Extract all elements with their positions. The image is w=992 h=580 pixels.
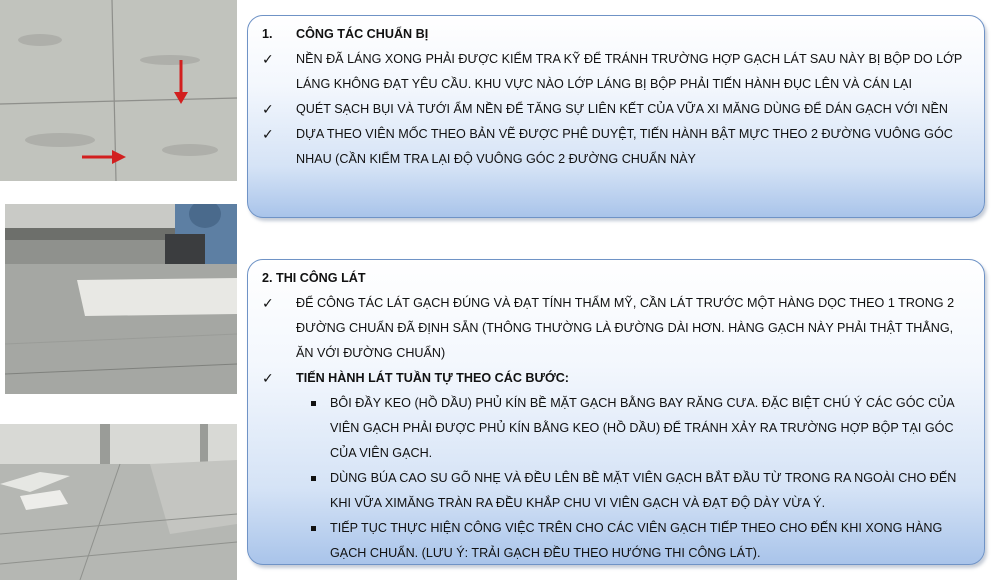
section-1-title-text: CÔNG TÁC CHUẨN BỊ (296, 27, 429, 41)
panel-preparation (247, 15, 985, 218)
check-icon: ✓ (262, 370, 274, 386)
list-item-text: NỀN ĐÃ LÁNG XONG PHẢI ĐƯỢC KIỂM TRA KỸ ĐỂ TRÁNH TRƯỜNG HỢP GẠCH LÁT SAU NÀY BỊ BỘP DO LỚP LÁNG KHÔNG ĐẠT YÊU CẦU. KHU VỰC NÀO LỚP LÁNG BỊ BỘP PHẢI TIẾN HÀNH ĐỤC LÊN VÀ CÁN LẠI (296, 52, 963, 91)
section-1-number: 1. (262, 27, 273, 41)
list-item (262, 366, 970, 391)
photo-worker-laying-tile (5, 204, 237, 394)
list-item (262, 291, 970, 366)
section-1-title (262, 22, 970, 47)
check-icon: ✓ (262, 295, 274, 311)
step-item (262, 516, 970, 566)
square-bullet-icon (296, 516, 330, 566)
check-icon: ✓ (262, 51, 274, 67)
list-item (262, 97, 970, 122)
photo-screed-floor (0, 0, 237, 181)
steps-heading: TIẾN HÀNH LÁT TUẦN TỰ THEO CÁC BƯỚC: (296, 371, 569, 385)
list-item (262, 47, 970, 97)
list-item-text: QUÉT SẠCH BỤI VÀ TƯỚI ẨM NỀN ĐỂ TĂNG SỰ LIÊN KẾT CỦA VỮA XI MĂNG DÙNG ĐỂ DÁN GẠCH VỚI NỀN (296, 102, 948, 116)
list-item-text: ĐỂ CÔNG TÁC LÁT GẠCH ĐÚNG VÀ ĐẠT TÍNH THẨM MỸ, CẦN LÁT TRƯỚC MỘT HÀNG DỌC THEO 1 TRONG 2 ĐƯỜNG CHUẨN ĐÃ ĐỊNH SẴN (THÔNG THƯỜNG LÀ ĐƯỜNG DÀI HƠN. HÀNG GẠCH NÀY PHẢI THẬT THẲNG, ĂN VỚI ĐƯỜNG CHUẨN) (296, 296, 955, 360)
square-bullet-icon (296, 466, 330, 516)
check-icon: ✓ (262, 101, 274, 117)
step-text: TIẾP TỤC THỰC HIỆN CÔNG VIỆC TRÊN CHO CÁC VIÊN GẠCH TIẾP THEO CHO ĐẾN KHI XONG HÀNG GẠCH CHUẨN. (LƯU Ý: TRẢI GẠCH ĐỀU THEO HƯỚNG THI CÔNG LÁT). (330, 521, 943, 560)
square-bullet-icon (296, 391, 330, 466)
step-text: DÙNG BÚA CAO SU GÕ NHẸ VÀ ĐỀU LÊN BỀ MẶT VIÊN GẠCH BẮT ĐẦU TỪ TRONG RA NGOÀI CHO ĐẾN KHI VỮA XIMĂNG TRÀN RA ĐỀU KHẮP CHU VI VIÊN GẠCH VÀ ĐẠT ĐỘ DÀY VỪA Ý. (330, 471, 957, 510)
section-2-title: 2. THI CÔNG LÁT (262, 271, 366, 285)
step-item (262, 391, 970, 466)
step-text: BÔI ĐẦY KEO (HỒ DẦU) PHỦ KÍN BỀ MẶT GẠCH BẰNG BAY RĂNG CƯA. ĐẶC BIỆT CHÚ Ý CÁC GÓC CỦA VIÊN GẠCH PHẢI ĐƯỢC PHỦ KÍN BẰNG KEO (HỒ DẦU) ĐỂ TRÁNH XẢY RA TRƯỜNG HỢP BỘP TẠI GÓC CỦA VIÊN GẠCH. (330, 396, 954, 460)
photo-tiled-hall (0, 424, 237, 580)
panel-tiling (247, 259, 985, 565)
list-item (262, 122, 970, 172)
check-icon: ✓ (262, 126, 274, 142)
list-item-text: DỰA THEO VIÊN MỐC THEO BẢN VẼ ĐƯỢC PHÊ DUYỆT, TIẾN HÀNH BẬT MỰC THEO 2 ĐƯỜNG VUÔNG GÓC NHAU (CẦN KIỂM TRA LẠI ĐỘ VUÔNG GÓC 2 ĐƯỜNG CHUẨN NÀY (296, 127, 953, 166)
step-item (262, 466, 970, 516)
